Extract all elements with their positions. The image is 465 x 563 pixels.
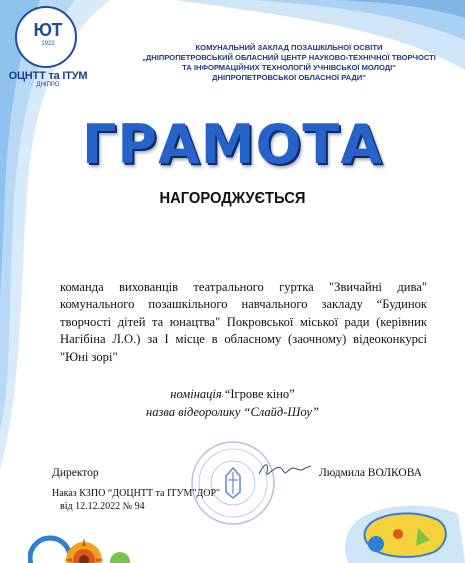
order-date-number: від 12.12.2022 № 94: [60, 501, 145, 512]
video-title-line: [0, 405, 465, 420]
award-text: команда вихованців театрального гуртка "Звичайні дива" комунального позашкільного навчального закладу “Будинок творчості дітей та юнацтва" Покровської міської ради (керівник Нагібіна Л.О.) за І місце в обласному (заочному) відеоконкурсі "Юні зорі": [60, 280, 427, 364]
certificate-title: ГРАМОТА: [81, 113, 384, 176]
video-value: “Слайд-Шоу”: [240, 405, 319, 419]
header-line-4: ДНІПРОПЕТРОВСЬКОЇ ОБЛАСНОЇ РАДИ": [212, 73, 366, 82]
nomination-line: [0, 387, 465, 402]
nomination-label: номінація: [170, 387, 222, 401]
video-label: назва відеоролику: [146, 405, 241, 419]
director-signature: [255, 458, 315, 482]
header-line-2: „ДНІПРОПЕТРОВСЬКИЙ ОБЛАСНИЙ ЦЕНТР НАУКОВО-ТЕХНІЧНОЇ ТВОРЧОСТІ: [142, 53, 436, 62]
official-seal: [190, 440, 276, 526]
logo-emblem: [15, 6, 77, 68]
director-title: Директор: [52, 467, 99, 479]
organization-logo: [4, 6, 90, 88]
logo-city: ДНІПРО: [36, 82, 60, 88]
nomination-value: “Ігрове кіно”: [221, 387, 295, 401]
contest-emblem-left: [28, 522, 138, 563]
institution-header: [120, 43, 458, 83]
logo-abbrev: ЮТ: [33, 20, 63, 40]
contest-emblem-right: [338, 500, 465, 563]
logo-name: ОЦНТТ та ІТУМ: [8, 70, 88, 82]
certificate-subtitle: НАГОРОДЖУЄТЬСЯ: [159, 190, 306, 207]
order-reference: Наказ КЗПО “ДОЦНТТ та ІТУМ"ДОР": [52, 488, 221, 499]
header-line-3: ТА ІНФОРМАЦІЙНИХ ТЕХНОЛОГІЙ УЧНІВСЬКОЇ МОЛОДІ": [182, 63, 396, 72]
header-line-1: КОМУНАЛЬНИЙ ЗАКЛАД ПОЗАШКІЛЬНОЇ ОСВІТИ: [195, 43, 383, 52]
director-name: Людмила ВОЛКОВА: [319, 467, 422, 479]
logo-year: 1922: [41, 41, 55, 47]
